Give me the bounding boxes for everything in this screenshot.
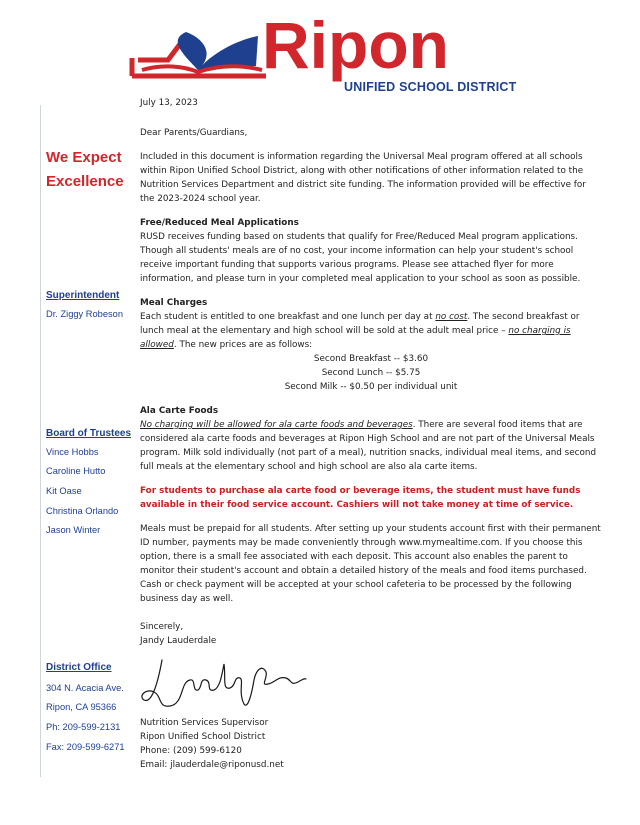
signer-name: Jandy Lauderdale	[140, 636, 217, 646]
ala-carte-emphasis: No charging will be allowed for ala carte foods and beverages	[140, 420, 413, 430]
ala-carte-paragraph	[140, 418, 602, 474]
signer-email: Email: jlauderdale@riponusd.net	[140, 760, 284, 770]
board-member: Jason Winter	[46, 525, 101, 535]
price-line: Second Lunch -- $5.75	[321, 368, 421, 378]
intro-paragraph: Included in this document is information regarding the Universal Meal program offered at all schools within Ripon Unified School District, along with other notifications of other information related to the Nutrition Services Department and district site funding. The information provided will be effective for the 2023-2024 school year.	[140, 152, 586, 204]
price-line: Second Milk -- $0.50 per individual unit	[284, 382, 458, 392]
office-fax: Fax: 209-599-6271	[46, 742, 125, 752]
free-reduced-heading: Free/Reduced Meal Applications	[140, 218, 299, 228]
meal-charges-text: . The new prices are as follows:	[173, 340, 313, 350]
district-logo-wordmark: Ripon	[262, 8, 449, 82]
signer-title: Nutrition Services Supervisor	[140, 718, 269, 728]
no-charging-emphasis: no charging is allowed	[140, 326, 571, 350]
board-member: Vince Hobbs	[46, 447, 99, 457]
handwritten-signature	[140, 652, 310, 712]
no-cost-emphasis: no cost	[435, 312, 468, 322]
signer-phone: Phone: (209) 599-6120	[140, 746, 242, 756]
meal-charges-paragraph	[140, 310, 602, 352]
funds-notice: For students to purchase ala carte food or beverage items, the student must have funds available in their food service account. Cashiers will not take money at time of service.	[140, 486, 581, 510]
motto-line-2: Excellence	[46, 173, 124, 190]
superintendent-name: Dr. Ziggy Robeson	[46, 309, 123, 319]
superintendent-heading: Superintendent	[46, 290, 120, 301]
letter-greeting: Dear Parents/Guardians,	[140, 128, 248, 138]
board-heading: Board of Trustees	[46, 428, 132, 439]
board-member: Kit Oase	[46, 486, 82, 496]
prepaid-paragraph: Meals must be prepaid for all students. After setting up your students account first with their permanent ID number, payments may be made conveniently through www.mymealtime.com. If you choose this option, there is a small fee associated with each deposit. This account also enables the parent to monitor their student's account and obtain a detailed history of the meals and food items purchased. Cash or check payment will be accepted at your school cafeteria to be processed by the following business day as well.	[140, 524, 601, 604]
ala-carte-text: . There are several food items that are considered ala carte foods and beverages at Ripon High School and are not part of the Universal Meals program. Milk sold individually (not part of a meal), nutrition snacks, individual meal items, and second full meals at the elementary school and high school are also ala carte items.	[140, 420, 597, 472]
office-address-1: 304 N. Acacia Ave.	[46, 683, 124, 693]
meal-charges-heading: Meal Charges	[140, 298, 208, 308]
board-member: Caroline Hutto	[46, 466, 106, 476]
district-logo-subtitle: UNIFIED SCHOOL DISTRICT	[344, 80, 517, 94]
meal-charges-text: . The second breakfast or lunch meal at the elementary and high school will be sold at the adult meal price –	[140, 312, 580, 336]
letter-date: July 13, 2023	[140, 98, 198, 108]
meal-charges-text: Each student is entitled to one breakfast and one lunch per day at	[140, 312, 436, 322]
office-heading: District Office	[46, 662, 112, 673]
letter-body	[140, 96, 602, 772]
signer-organization: Ripon Unified School District	[140, 732, 266, 742]
district-logo-book-icon	[128, 30, 270, 82]
closing: Sincerely,	[140, 622, 184, 632]
sidebar-divider	[40, 105, 41, 777]
free-reduced-paragraph: RUSD receives funding based on students that qualify for Free/Reduced Meal program applications. Though all students' meals are of no cost, your income information can help your student's school receive important funding that supports various programs. Please see attached flyer for more information, and please turn in your completed meal application to your school as soon as possible.	[140, 232, 581, 284]
price-line: Second Breakfast -- $3.60	[313, 354, 429, 364]
office-phone: Ph: 209-599-2131	[46, 722, 121, 732]
board-member: Christina Orlando	[46, 506, 119, 516]
motto-line-1: We Expect	[46, 149, 122, 166]
ala-carte-heading: Ala Carte Foods	[140, 406, 219, 416]
office-address-2: Ripon, CA 95366	[46, 702, 117, 712]
